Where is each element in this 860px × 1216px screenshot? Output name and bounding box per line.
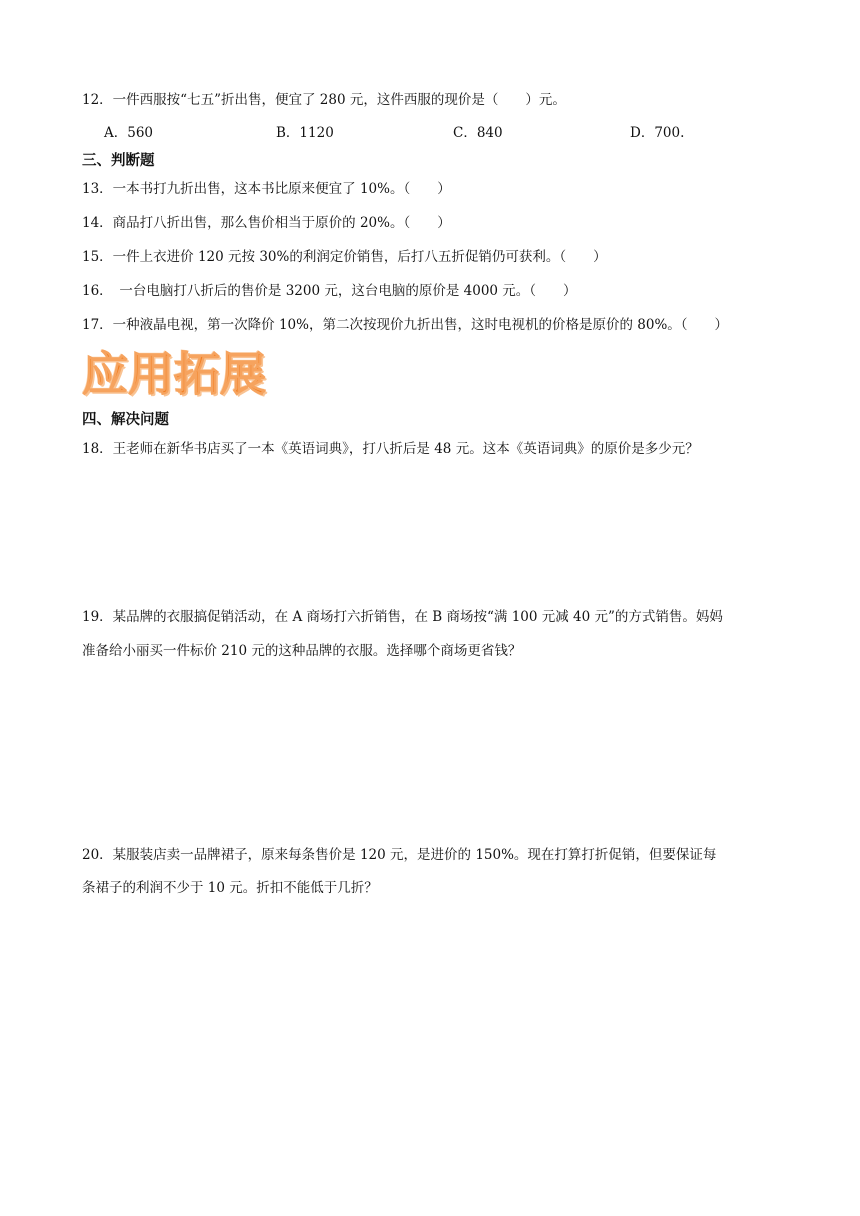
question-16: 16． 一台电脑打八折后的售价是 3200 元，这台电脑的原价是 4000 元。（ ） <box>82 283 577 299</box>
option-b: B．1120 <box>276 125 334 141</box>
question-19-line1: 19．某品牌的衣服搞促销活动，在 A 商场打六折销售，在 B 商场按“满 100 元减 40 元”的方式销售。妈妈 <box>82 609 723 625</box>
option-c: C．840 <box>453 125 503 141</box>
question-15: 15．一件上衣进价 120 元按 30%的利润定价销售，后打八五折促销仍可获利。（ ） <box>82 249 607 265</box>
question-12-text: 12．一件西服按“七五”折出售，便宜了 280 元，这件西服的现价是（ ）元。 <box>82 92 566 108</box>
question-19-line2: 准备给小丽买一件标价 210 元的这种品牌的衣服。选择哪个商场更省钱？ <box>82 643 522 659</box>
question-17: 17．一种液晶电视，第一次降价 10%，第二次按现价九折出售，这时电视机的价格是原价的 80%。（ ） <box>82 317 729 333</box>
section-problems-title: 四、解决问题 <box>82 412 169 428</box>
option-a: A．560 <box>104 125 154 141</box>
question-18: 18．王老师在新华书店买了一本《英语词典》，打八折后是 48 元。这本《英语词典》的原价是多少元？ <box>82 441 699 457</box>
option-d: D．700. <box>630 125 685 141</box>
section-judgment-title: 三、判断题 <box>82 153 155 169</box>
question-20-line1: 20．某服装店卖一品牌裙子，原来每条售价是 120 元，是进价的 150%。现在打算打折促销，但要保证每 <box>82 847 717 863</box>
question-13: 13．一本书打九折出售，这本书比原来便宜了 10%。（ ） <box>82 181 451 197</box>
application-banner: 应用拓展 <box>82 347 266 401</box>
question-20-line2: 条裙子的利润不少于 10 元。折扣不能低于几折？ <box>82 880 378 896</box>
question-14: 14．商品打八折出售，那么售价相当于原价的 20%。（ ） <box>82 215 451 231</box>
